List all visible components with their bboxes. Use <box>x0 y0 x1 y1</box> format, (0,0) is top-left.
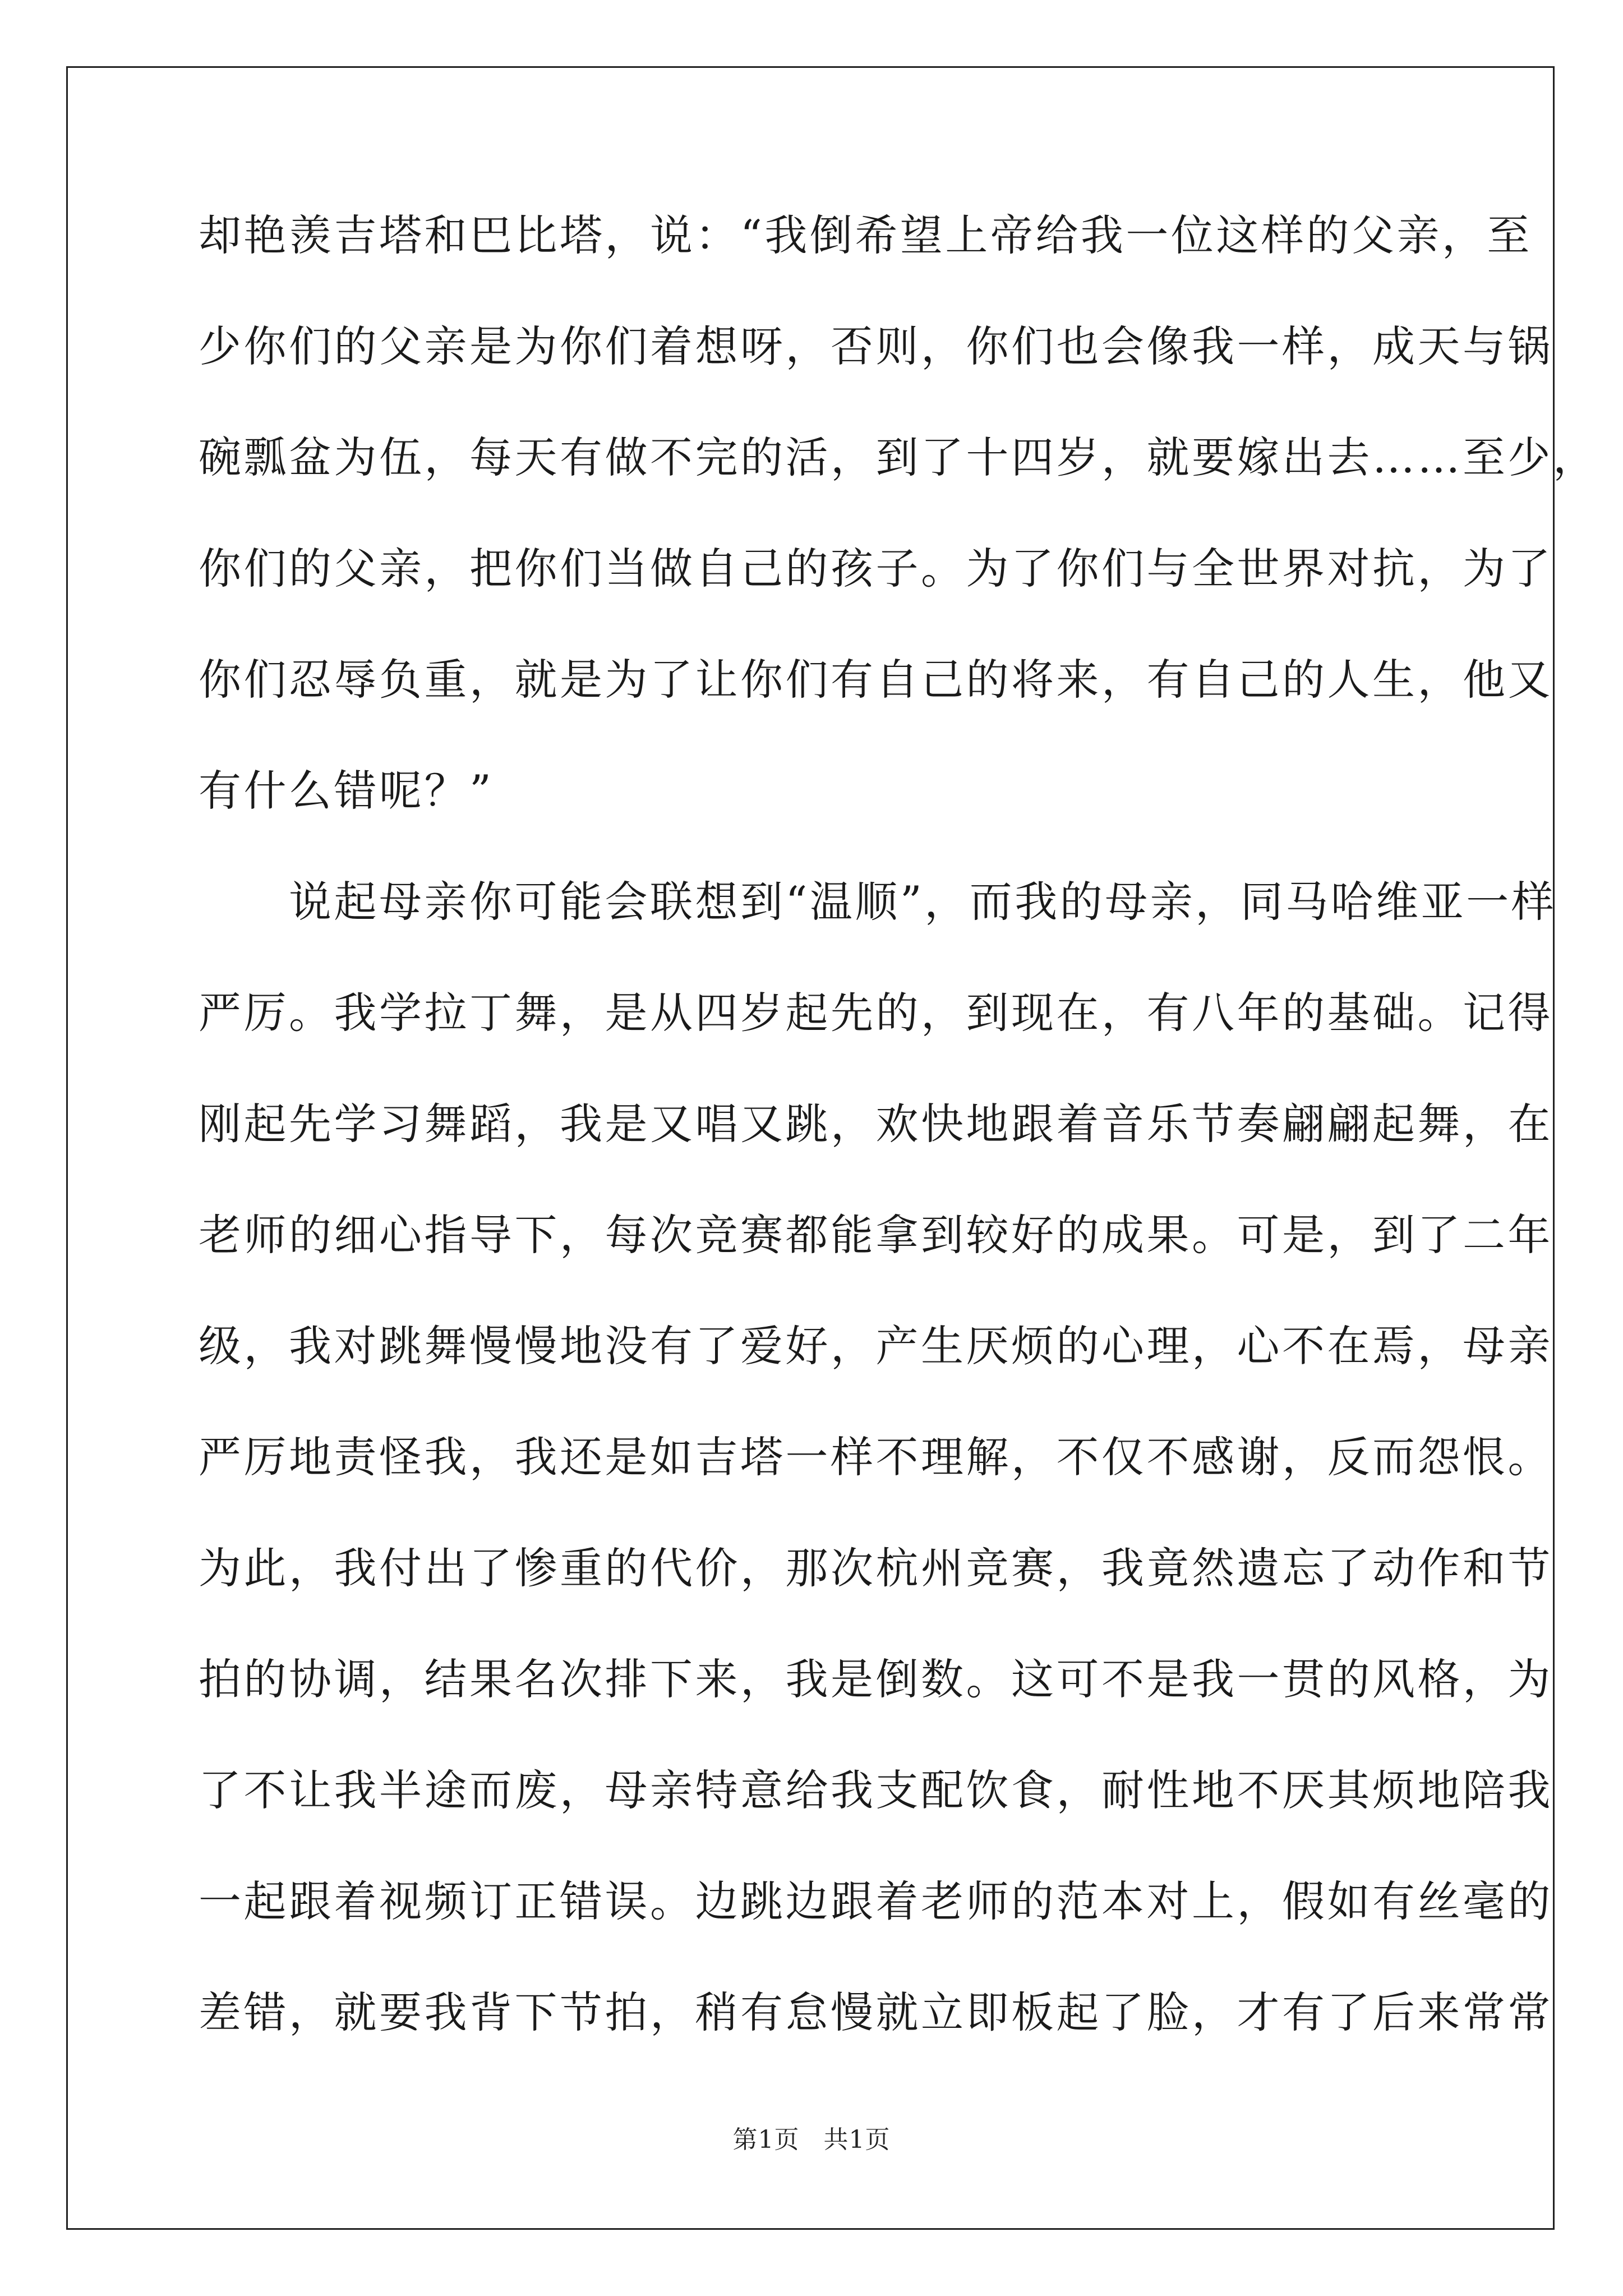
text-line: 一起跟着视频订正错误。边跳边跟着老师的范本对上，假如有丝毫的 <box>199 1876 1553 1926</box>
text-line: 你们忍辱负重，就是为了让你们有自己的将来，有自己的人生，他又 <box>199 655 1553 705</box>
document-body <box>199 208 1598 2096</box>
text-line: 拍的协调，结果名次排下来，我是倒数。这可不是我一贯的风格，为 <box>199 1654 1553 1704</box>
text-line: 说起母亲你可能会联想到“温顺”，而我的母亲，同马哈维亚一样 <box>199 877 1557 927</box>
text-line: 你们的父亲，把你们当做自己的孩子。为了你们与全世界对抗，为了 <box>199 544 1553 593</box>
text-line: 碗瓢盆为伍，每天有做不完的活，到了十四岁，就要嫁出去……至少， <box>199 432 1598 482</box>
text-line: 了不让我半途而废，母亲特意给我支配饮食，耐性地不厌其烦地陪我 <box>199 1765 1553 1815</box>
text-line: 严厉。我学拉丁舞，是从四岁起先的，到现在，有八年的基础。记得 <box>199 988 1553 1038</box>
page-footer <box>0 2119 1623 2155</box>
text-line: 为此，我付出了惨重的代价，那次杭州竞赛，我竟然遗忘了动作和节 <box>199 1543 1553 1593</box>
text-line: 刚起先学习舞蹈，我是又唱又跳，欢快地跟着音乐节奏翩翩起舞，在 <box>199 1099 1553 1149</box>
page-total: 共1页 <box>823 2125 891 2154</box>
text-line: 差错，就要我背下节拍，稍有怠慢就立即板起了脸，才有了后来常常 <box>199 1987 1553 2037</box>
text-line: 级，我对跳舞慢慢地没有了爱好，产生厌烦的心理，心不在焉，母亲 <box>199 1321 1553 1371</box>
page-number: 第1页 <box>732 2125 800 2154</box>
text-line: 老师的细心指导下，每次竞赛都能拿到较好的成果。可是，到了二年 <box>199 1210 1553 1260</box>
text-line: 却艳羡吉塔和巴比塔，说：“我倒希望上帝给我一位这样的父亲，至 <box>199 210 1532 260</box>
text-line: 严厉地责怪我，我还是如吉塔一样不理解，不仅不感谢，反而怨恨。 <box>199 1432 1553 1482</box>
text-line: 少你们的父亲是为你们着想呀，否则，你们也会像我一样，成天与锅 <box>199 321 1553 371</box>
text-line: 有什么错呢？” <box>199 766 494 816</box>
